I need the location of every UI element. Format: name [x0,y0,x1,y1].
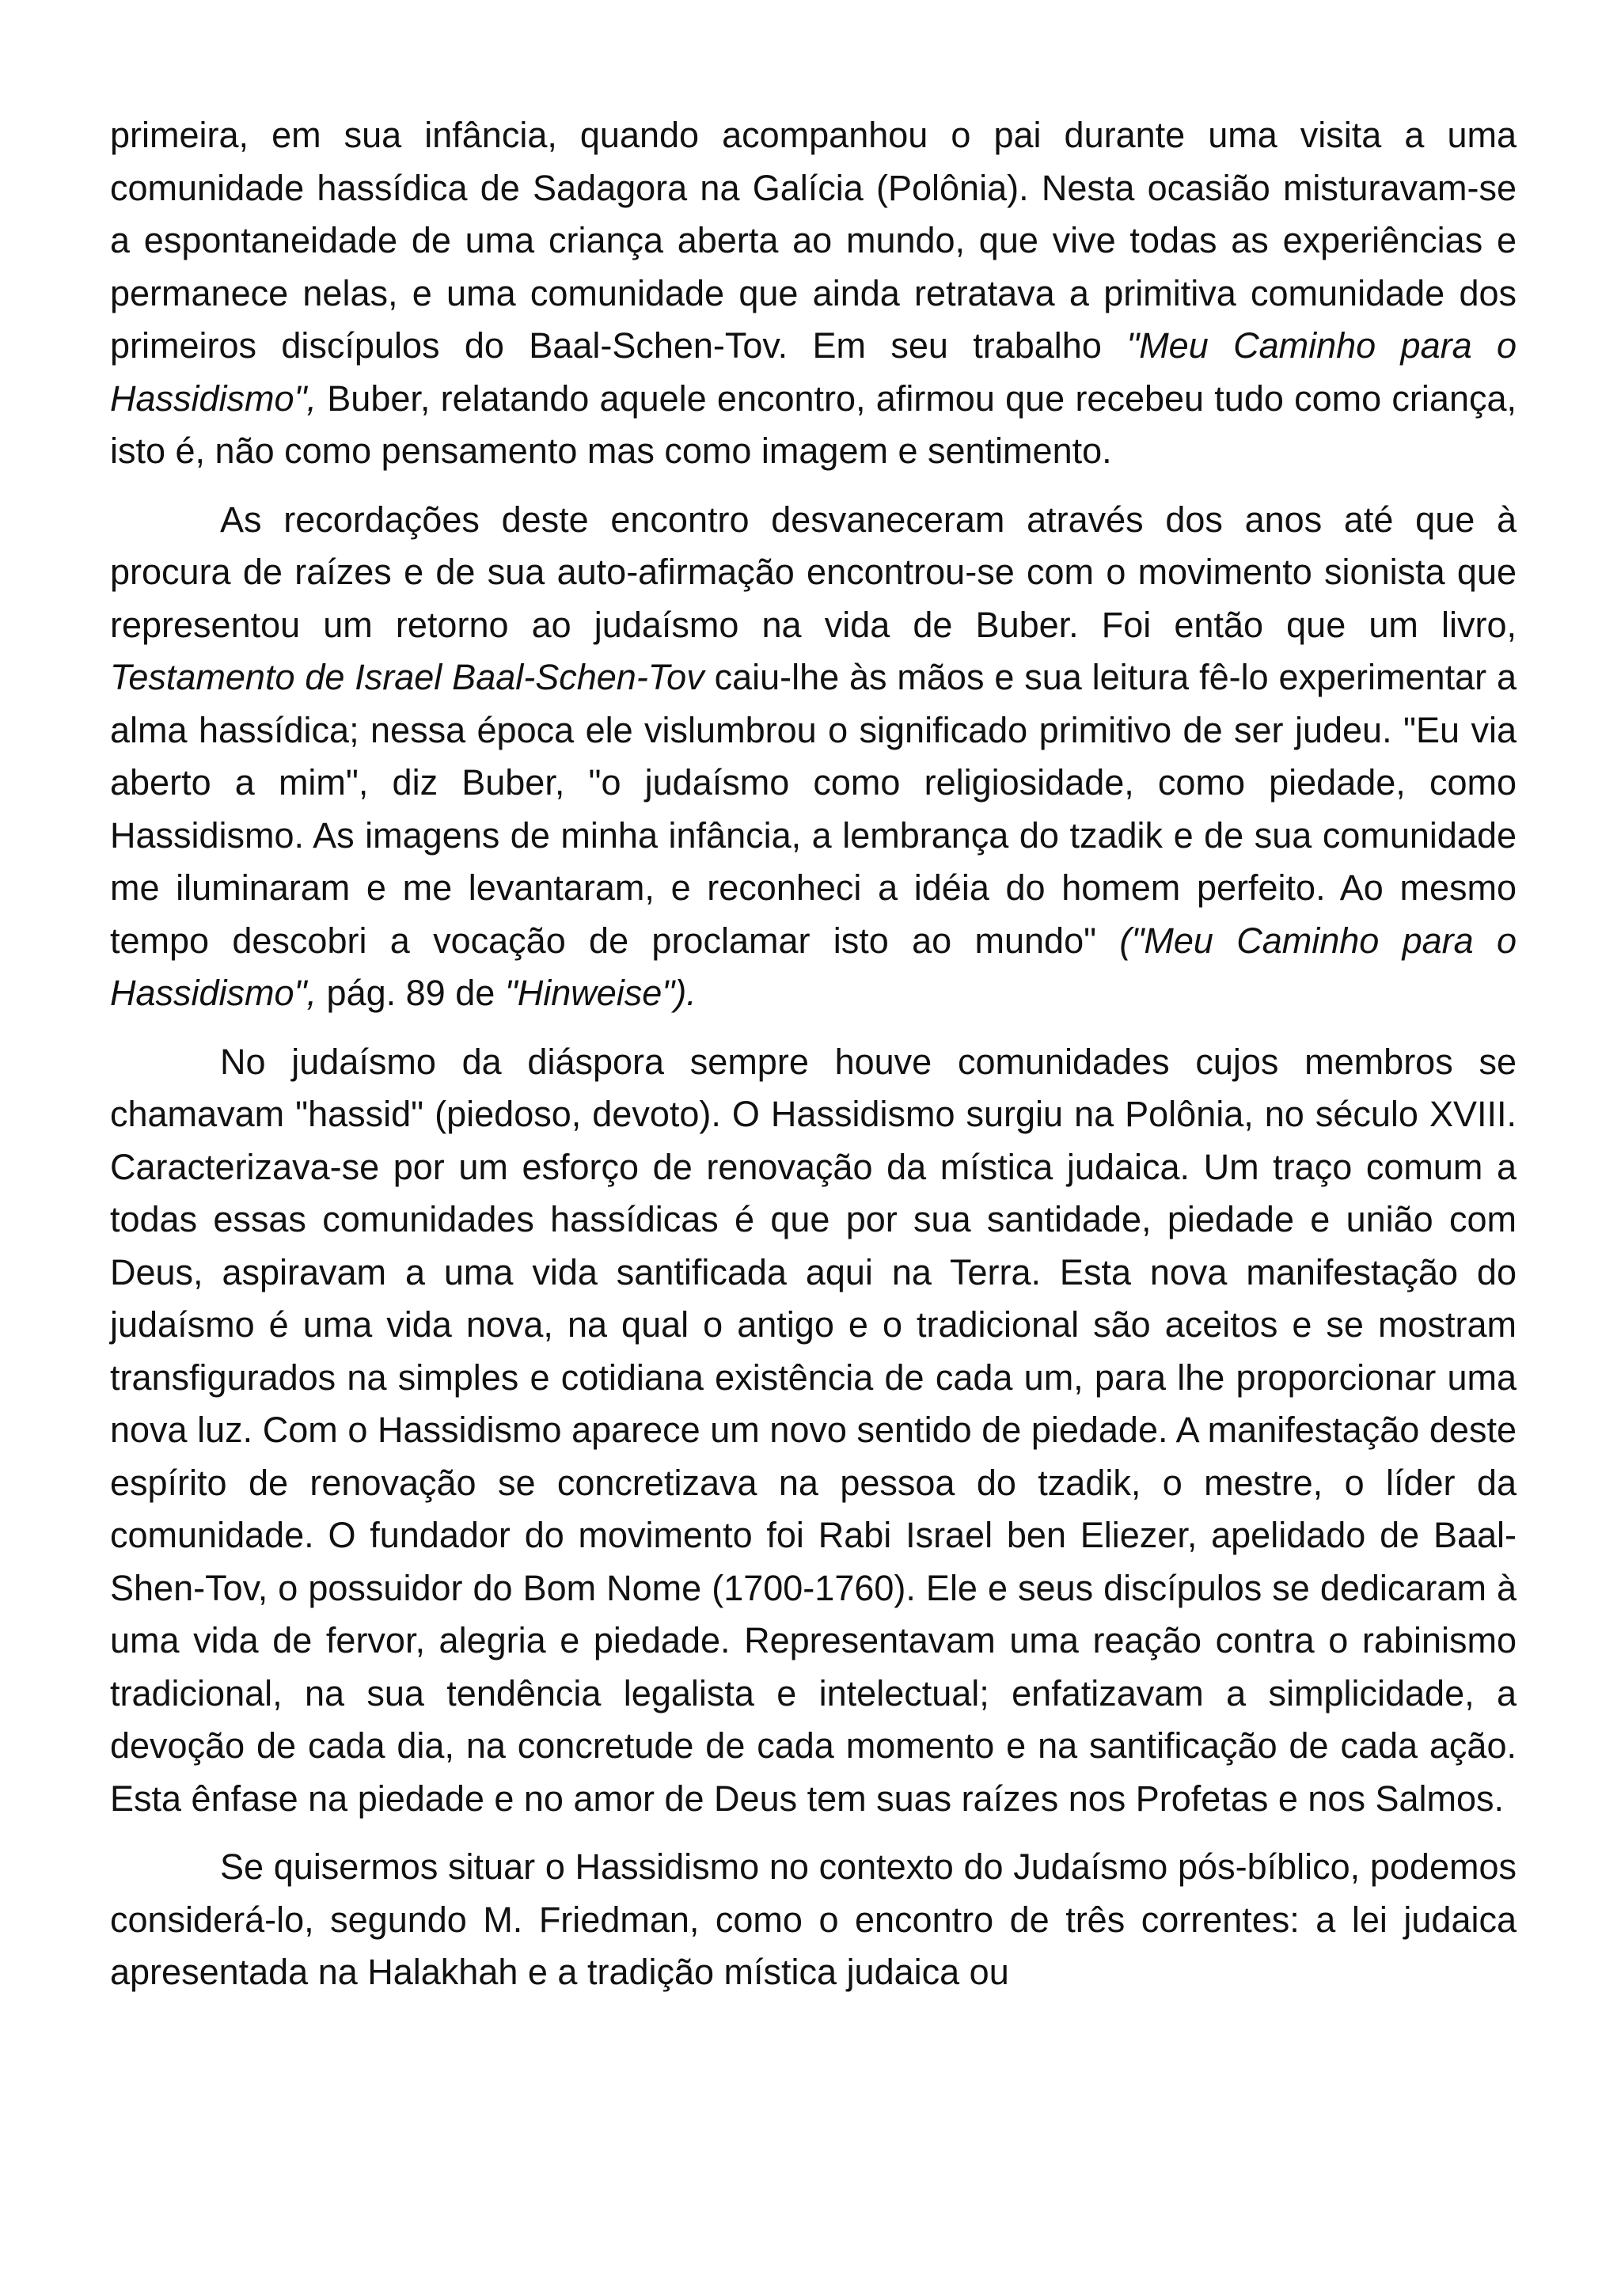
document-page [110,109,1517,2015]
text-run: caiu-lhe às mãos e sua leitura fê-lo experimentar a alma hassídica; nessa época ele vislumbrou o significado primitivo de ser judeu. "Eu via aberto a mim", diz Buber, "o judaísmo como religiosidade, como piedade, como Hassidismo. As imagens de minha infância, a lembrança do tzadik e de sua comunidade me iluminaram e me levantaram, e reconheci a idéia do homem perfeito. Ao mesmo tempo descobri a vocação de proclamar isto ao mundo" [110,657,1517,961]
text-run: pág. 89 de [317,973,505,1013]
italic-title: "Meu Caminho para o Hassidismo", [110,325,1517,419]
text-run: As recordações deste encontro desvaneceram através dos anos até que à procura de raízes e de sua auto-afirmação encontrou-se com o movimento sionista que representou um retorno ao judaísmo na vida de Buber. Foi então que um livro, [110,499,1517,645]
text-run: No judaísmo da diáspora sempre houve comunidades cujos membros se chamavam "hassid" (piedoso, devoto). O Hassidismo surgiu na Polônia, no século XVIII. Caracterizava-se por um esforço de renovação da mística judaica. Um traço comum a todas essas comunidades hassídicas é que por sua santidade, piedade e união com Deus, aspiravam a uma vida santificada aqui na Terra. Esta nova manifestação do judaísmo é uma vida nova, na qual o antigo e o tradicional são aceitos e se mostram transfigurados na simples e cotidiana existência de cada um, para lhe proporcionar uma nova luz. Com o Hassidismo aparece um novo sentido de piedade. A manifestação deste espírito de renovação se concretizava na pessoa do tzadik, o mestre, o líder da comunidade. O fundador do movimento foi Rabi Israel ben Eliezer, apelidado de Baal-Shen-Tov, o possuidor do Bom Nome (1700-1760). Ele e seus discípulos se dedicaram à uma vida de fervor, alegria e piedade. Representavam uma reação contra o rabinismo tradicional, na sua tendência legalista e intelectual; enfatizavam a simplicidade, a devoção de cada dia, na concretude de cada momento e na santificação de cada ação. Esta ênfase na piedade e no amor de Deus tem suas raízes nos Profetas e nos Salmos. [110,1041,1517,1819]
italic-citation: "Hinweise"). [504,973,697,1013]
paragraph-1 [110,109,1517,478]
text-run: Buber, relatando aquele encontro, afirmou que recebeu tudo como criança, isto é, não como pensamento mas como imagem e sentimento. [110,378,1517,471]
paragraph-2 [110,494,1517,1020]
paragraph-3 [110,1036,1517,1826]
text-run: Se quisermos situar o Hassidismo no contexto do Judaísmo pós-bíblico, podemos considerá-lo, segundo M. Friedman, como o encontro de três correntes: a lei judaica apresentada na Halakhah e a tradição mística judaica ou [110,1846,1517,1992]
italic-citation: ("Meu Caminho para o Hassidismo", [110,920,1517,1013]
text-run: primeira, em sua infância, quando acompanhou o pai durante uma visita a uma comunidade hassídica de Sadagora na Galícia (Polônia). Nesta ocasião misturavam-se a espontaneidade de uma criança aberta ao mundo, que vive todas as experiências e permanece nelas, e uma comunidade que ainda retratava a primitiva comunidade dos primeiros discípulos do Baal-Schen-Tov. Em seu trabalho [110,115,1517,366]
italic-title: Testamento de Israel Baal-Schen-Tov [110,657,704,697]
paragraph-4 [110,1841,1517,1999]
